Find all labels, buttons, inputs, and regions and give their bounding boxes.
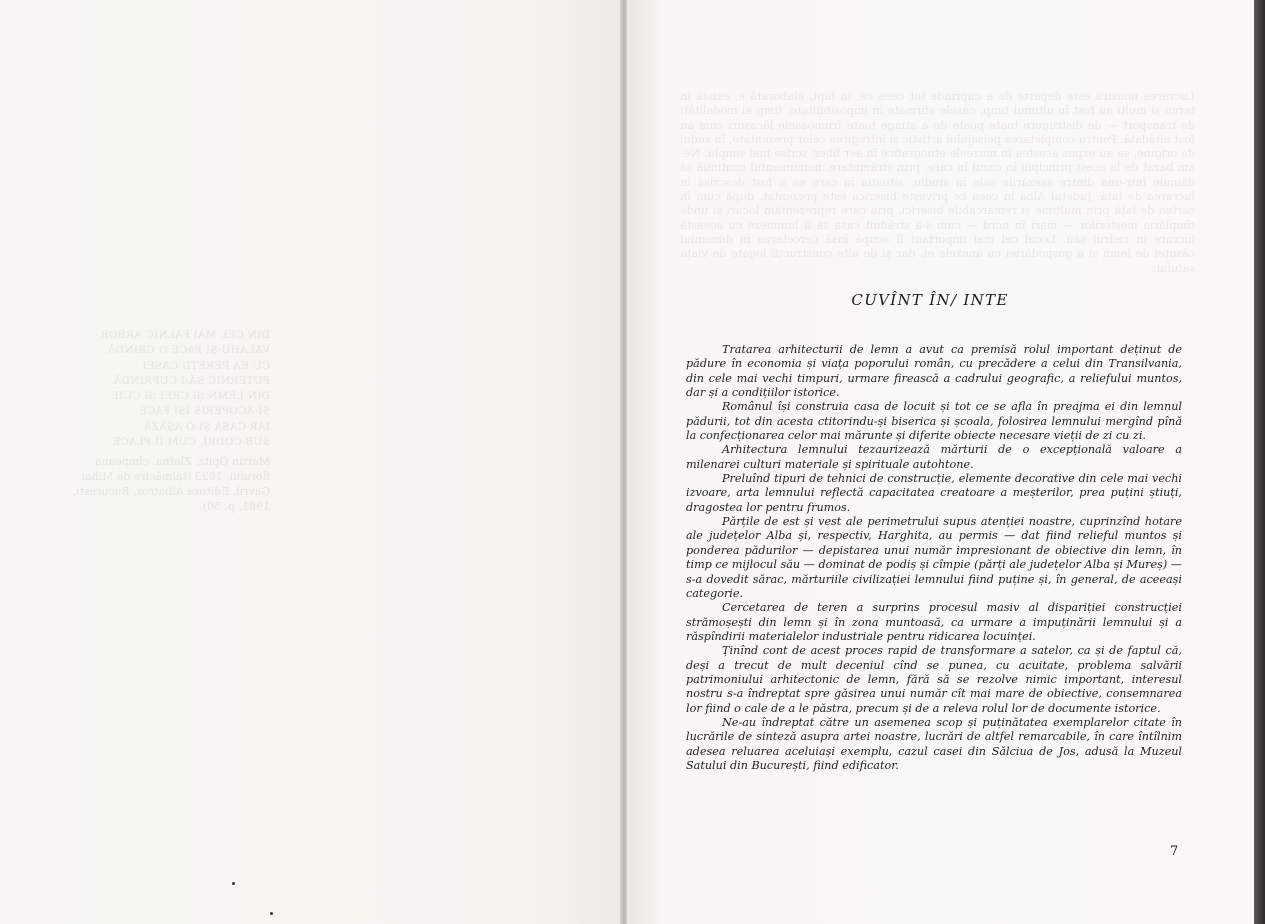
page-title: CUVÎNT ÎN/ INTE — [851, 291, 1009, 309]
show-through-line: IAR CASA ȘI-O AȘAZĂ — [143, 420, 270, 433]
show-through-citation: Martin Opitz, Zlatna, cîmpeana florului, 1623 (tălmăcire de Mihai Gavril, Editura Albatros, București, 1981, p. 50). — [72, 455, 270, 513]
scan-edge — [1254, 0, 1265, 924]
paragraph: Arhitectura lemnului tezaurizează mărturii de o excepțională valoare a milenarei culturi materiale și spirituale autohtone. — [686, 443, 1182, 471]
ink-speck — [232, 882, 235, 885]
show-through-line: VALAHU-ȘI FACE O GRINDĂ — [107, 344, 270, 357]
paragraph: Tratarea arhitecturii de lemn a avut ca premisă rolul important deținut de pădure în economia și viața poporului român, cu precădere a celui din Transilvania, din cele mai vechi timpuri, urmare firească a cadrului geografic, a reliefului muntos, dar și a condițiilor istorice. — [686, 343, 1182, 400]
show-through-line: ȘI-ACOPERIȘ ÎȘI FACE — [139, 405, 270, 418]
paragraph: Românul își construia casa de locuit și tot ce se afla în preajma ei din lemnul pădurii, tot din acesta ctitorindu-și biserica și școala, folosirea lemnului mergînd pînă la confecționarea celor mai mărunte și diferite obiecte necesare vieții de zi cu zi. — [686, 400, 1182, 443]
paragraph: Ne-au îndreptat către un asemenea scop și puținătatea exemplarelor citate în lucrările de sinteză asupra artei noastre, lucrări de altfel remarcabile, în care întîlnim adesea reluarea aceluiași exemplu, cazul casei din Sălciua de Jos, adusă la Muzeul Satului din București, fiind edificator. — [686, 715, 1182, 772]
paragraph: Părțile de est și vest ale perimetrului supus atenției noastre, cuprinzînd hotare ale județelor Alba și, respectiv, Harghita, au permis — dat fiind relieful muntos și ponderea pădurilor — depistarea unui număr impresionant de obiective din lemn, în timp ce mijlocul său — dominat de podiș și cîmpie (părți ale județelor Alba și Mureș) — s-a dovedit sărac, mărturiile civilizației lemnului fiind puține și, în general, de aceeași categorie. — [686, 515, 1182, 600]
paragraph: Cercetarea de teren a surprins procesul masiv al dispariției construcției strămoșești din lemn și în zona muntoasă, ca urmare a impuținării lemnului și a răspîndirii materialelor industriale pentru ridicarea locuinței. — [686, 601, 1182, 643]
show-through-line: SUB CODRI, CUM ÎI PLACE — [112, 436, 270, 449]
left-page — [0, 0, 624, 924]
paragraph: Ținînd cont de acest proces rapid de transformare a satelor, ca și de faptul că, deși a trecut de mult deceniul cînd se punea, cu acuitate, problema salvării patrimoniului arhitectonic de lemn, fără să se rezolve nimic important, interesul nostru s-a îndreptat spre găsirea unui număr cît mai mare de obiective, consemnarea lor fiind o cale de a le păstra, precum și de a releva rolul lor de documente istorice. — [686, 644, 1182, 715]
show-through-line: PUTERNIC SĂ-I CUPRINDĂ — [113, 374, 270, 387]
ink-speck — [270, 912, 273, 915]
paragraph: Preluînd tipuri de tehnici de construcție, elemente decorative din cele mai vechi izvoare, arta lemnului reflectă capacitatea creatoare a meșterilor, prea puțini știuți, dragostea lor pentru frumos. — [686, 472, 1182, 514]
show-through-verse — [55, 328, 270, 450]
page-number: 7 — [1170, 844, 1179, 859]
show-through-line: DIN CEL MAI FALNIC ARBOR — [100, 329, 270, 341]
show-through-line: DIN LEMN ȘI CREI ȘI CUIE — [110, 390, 270, 403]
show-through-line: CU EA PEREȚII CASEI — [141, 359, 270, 372]
foreword-body — [686, 343, 1182, 773]
